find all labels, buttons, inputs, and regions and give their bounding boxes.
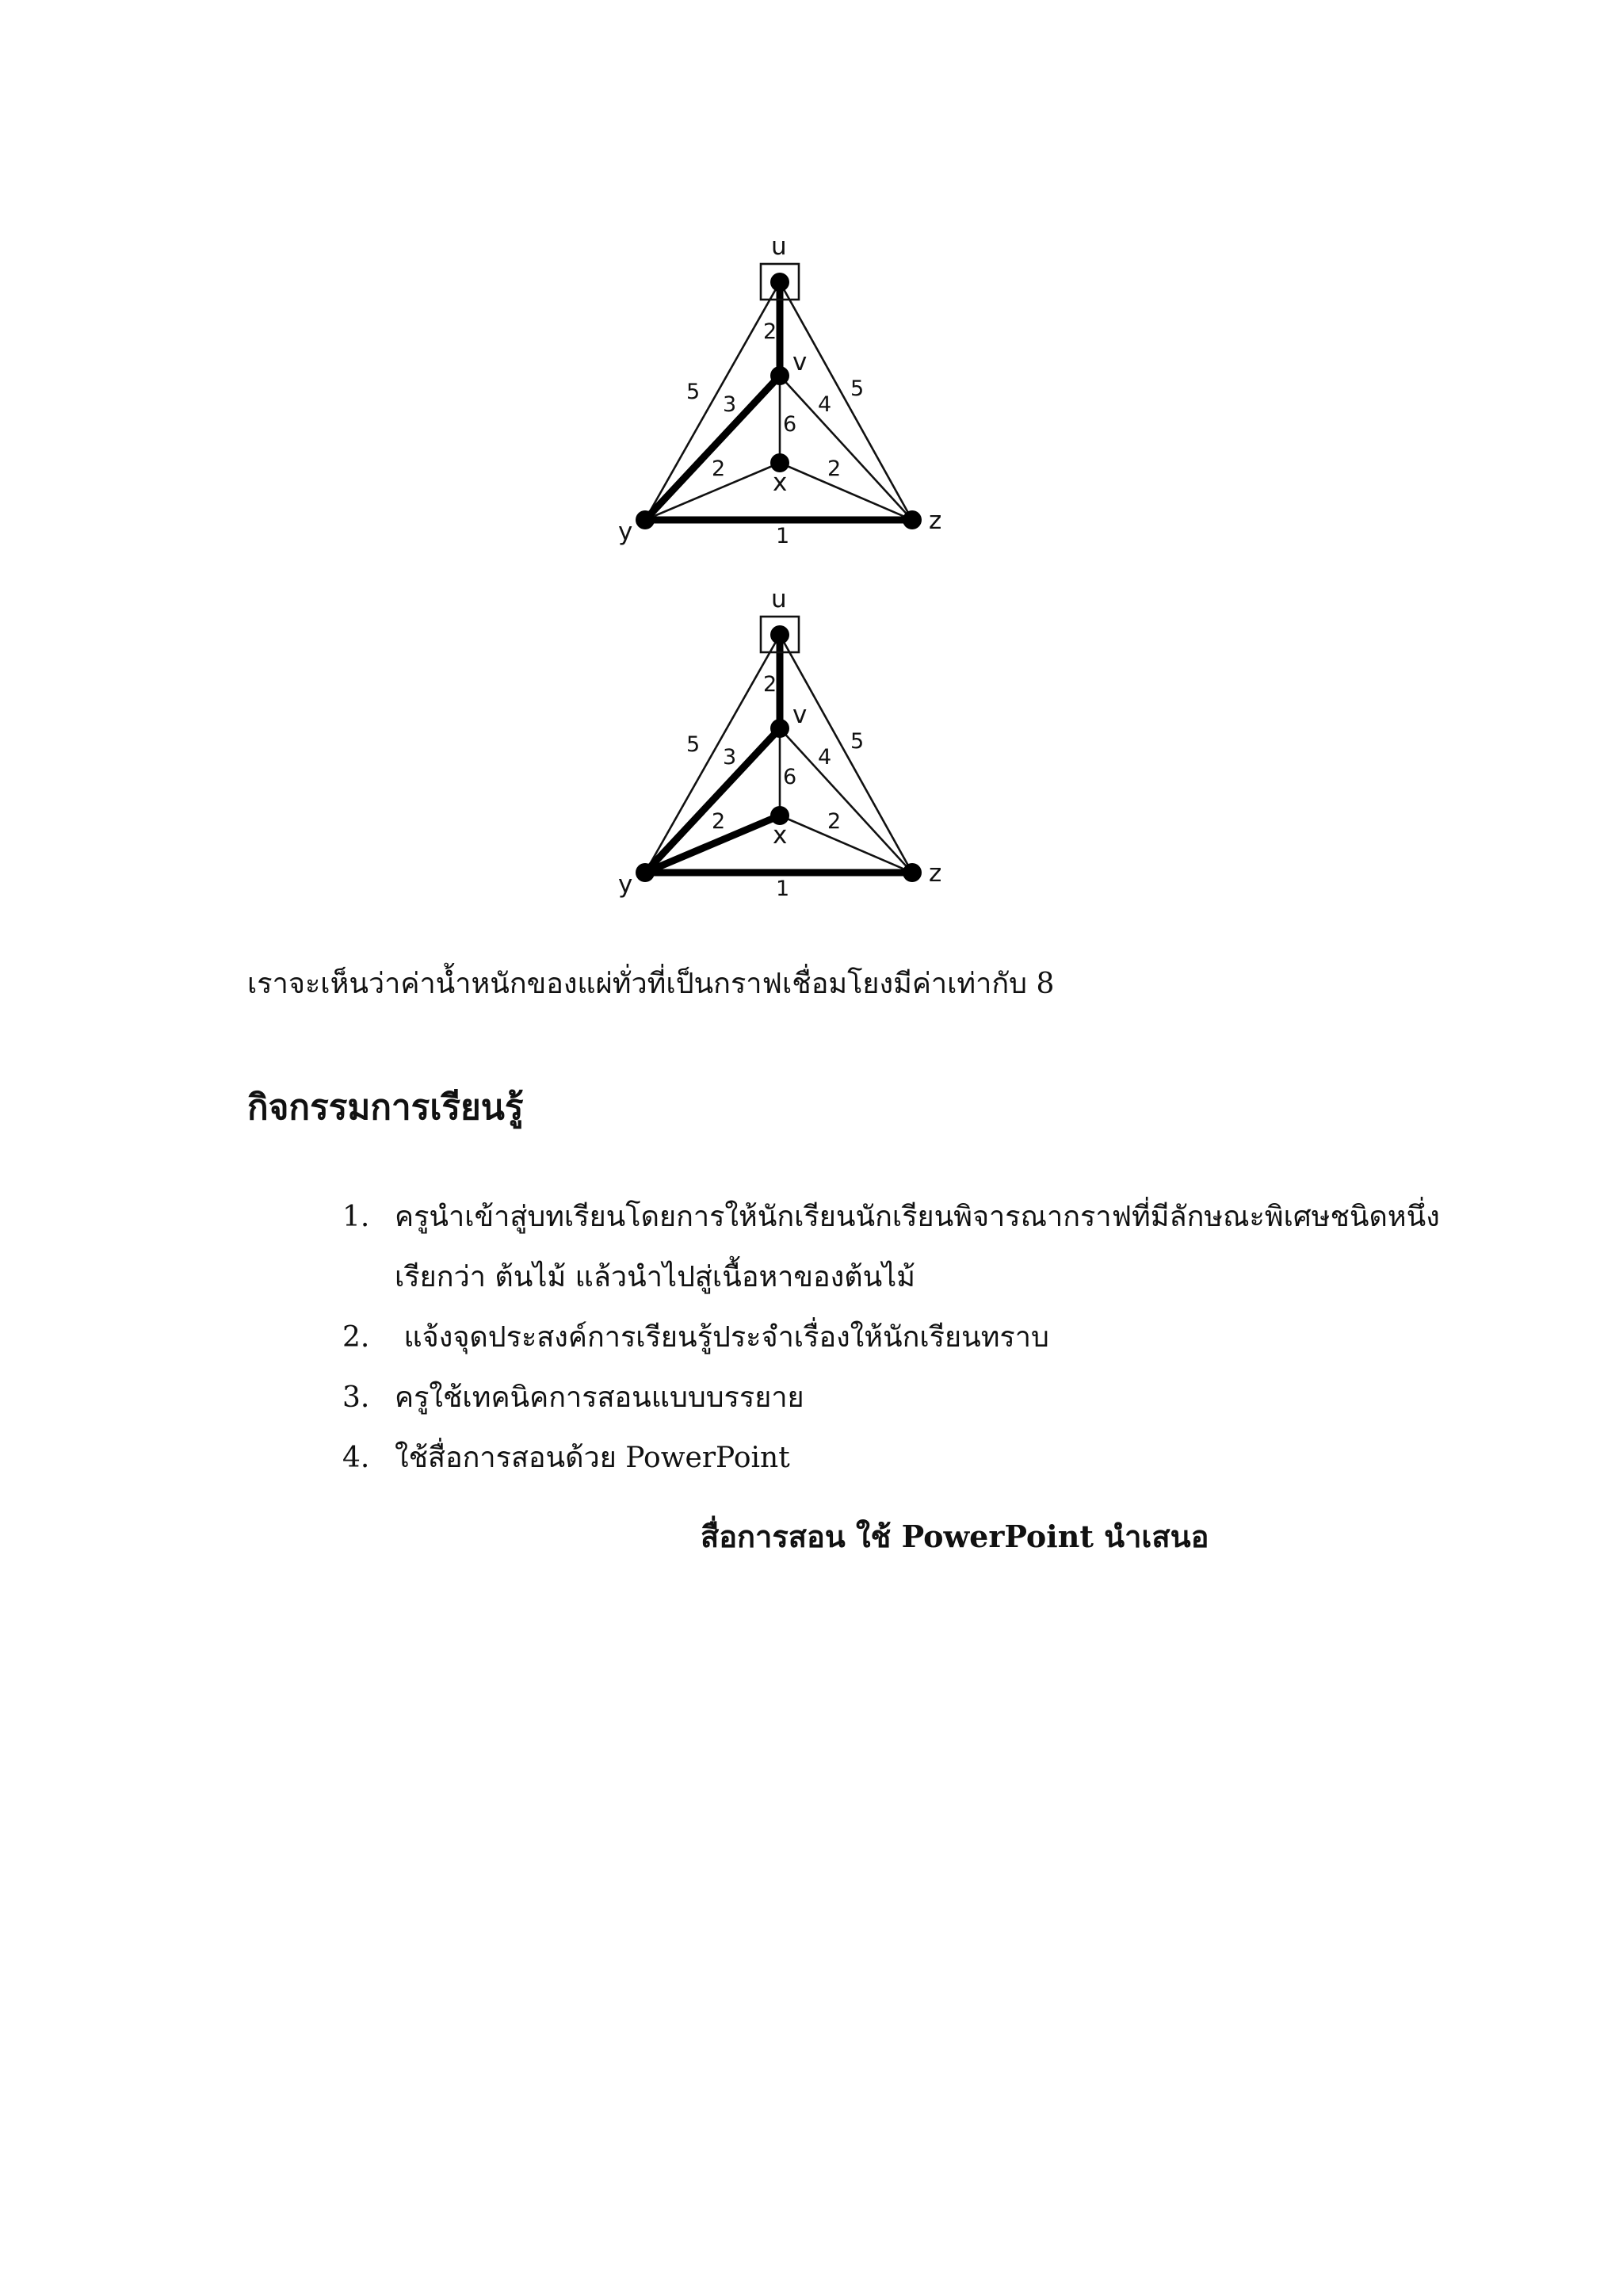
vertex-label-y: y xyxy=(618,518,633,546)
weight-label-uy: 5 xyxy=(686,380,701,404)
list-item-number: 2. xyxy=(342,1321,370,1354)
vertex-label-x: x xyxy=(773,468,788,497)
weight-label-uz: 5 xyxy=(850,729,865,754)
list-item-number: 4. xyxy=(342,1442,370,1474)
edge-v-y xyxy=(645,376,780,520)
list-item-number: 3. xyxy=(342,1381,370,1414)
graph-figure-2 xyxy=(0,583,1623,955)
vertex-v xyxy=(770,366,789,385)
list-item-line: เรียกว่า ต้นไม้ แล้วนำไปสู่เนื้อหาของต้นไม้ xyxy=(395,1261,916,1293)
edge-x-z xyxy=(780,816,912,873)
vertex-label-u: u xyxy=(771,232,787,261)
vertex-z xyxy=(903,863,922,882)
weight-label-yz: 1 xyxy=(776,877,790,901)
vertex-label-z: z xyxy=(929,506,942,535)
vertex-label-x: x xyxy=(773,821,788,850)
vertex-u xyxy=(770,273,789,292)
vertex-label-v: v xyxy=(792,701,808,729)
weight-label-vx: 6 xyxy=(783,765,797,789)
edge-x-z xyxy=(780,463,912,520)
edge-v-z xyxy=(780,376,912,520)
list-item xyxy=(342,1308,1440,1368)
list-item xyxy=(342,1187,1440,1308)
edge-u-z xyxy=(780,635,912,873)
weight-label-vx: 6 xyxy=(783,412,797,437)
vertex-v xyxy=(770,719,789,738)
list-item xyxy=(342,1368,1440,1428)
weight-label-uz: 5 xyxy=(850,376,865,401)
vertex-y xyxy=(636,510,655,529)
media-caption: สื่อการสอน ใช้ PowerPoint นำเสนอ xyxy=(701,1519,1209,1554)
list-item xyxy=(342,1428,1440,1488)
edge-v-y xyxy=(645,728,780,873)
weight-label-uv: 2 xyxy=(763,319,777,344)
activity-list xyxy=(342,1187,1440,1488)
edge-u-z xyxy=(780,282,912,520)
weight-label-uy: 5 xyxy=(686,732,701,757)
list-item-line: ใช้สื่อการสอนด้วย PowerPoint xyxy=(395,1442,790,1474)
section-heading: กิจกรรมการเรียนรู้ xyxy=(247,1087,524,1128)
weight-label-vy: 3 xyxy=(723,392,737,417)
vertex-label-y: y xyxy=(618,870,633,899)
vertex-y xyxy=(636,863,655,882)
weight-label-uv: 2 xyxy=(763,672,777,697)
weight-label-vy: 3 xyxy=(723,745,737,770)
vertex-z xyxy=(903,510,922,529)
list-item-line: ครูนำเข้าสู่บทเรียนโดยการให้นักเรียนนักเรียนพิจารณากราฟที่มีลักษณะพิเศษชนิดหนึ่ง xyxy=(395,1201,1440,1233)
list-item-line: แจ้งจุดประสงค์การเรียนรู้ประจำเรื่องให้นักเรียนทราบ xyxy=(395,1321,1049,1354)
weight-label-vz: 4 xyxy=(818,392,832,417)
weight-label-xy: 2 xyxy=(712,809,726,834)
list-item-line: ครูใช้เทคนิคการสอนแบบบรรยาย xyxy=(395,1381,804,1414)
summary-text: เราจะเห็นว่าค่าน้ำหนักของแผ่ทั่วที่เป็นกราฟเชื่อมโยงมีค่าเท่ากับ 8 xyxy=(247,968,1055,1000)
graph-figure-1 xyxy=(0,230,1623,602)
vertex-label-u: u xyxy=(771,585,787,613)
weight-label-xz: 2 xyxy=(827,809,842,834)
edge-v-z xyxy=(780,728,912,873)
vertex-label-v: v xyxy=(792,348,808,376)
vertex-label-z: z xyxy=(929,859,942,888)
weight-label-vz: 4 xyxy=(818,745,832,770)
weight-label-xz: 2 xyxy=(827,457,842,481)
list-item-number: 1. xyxy=(342,1201,370,1233)
vertex-u xyxy=(770,625,789,644)
weight-label-yz: 1 xyxy=(776,524,790,548)
weight-label-xy: 2 xyxy=(712,457,726,481)
